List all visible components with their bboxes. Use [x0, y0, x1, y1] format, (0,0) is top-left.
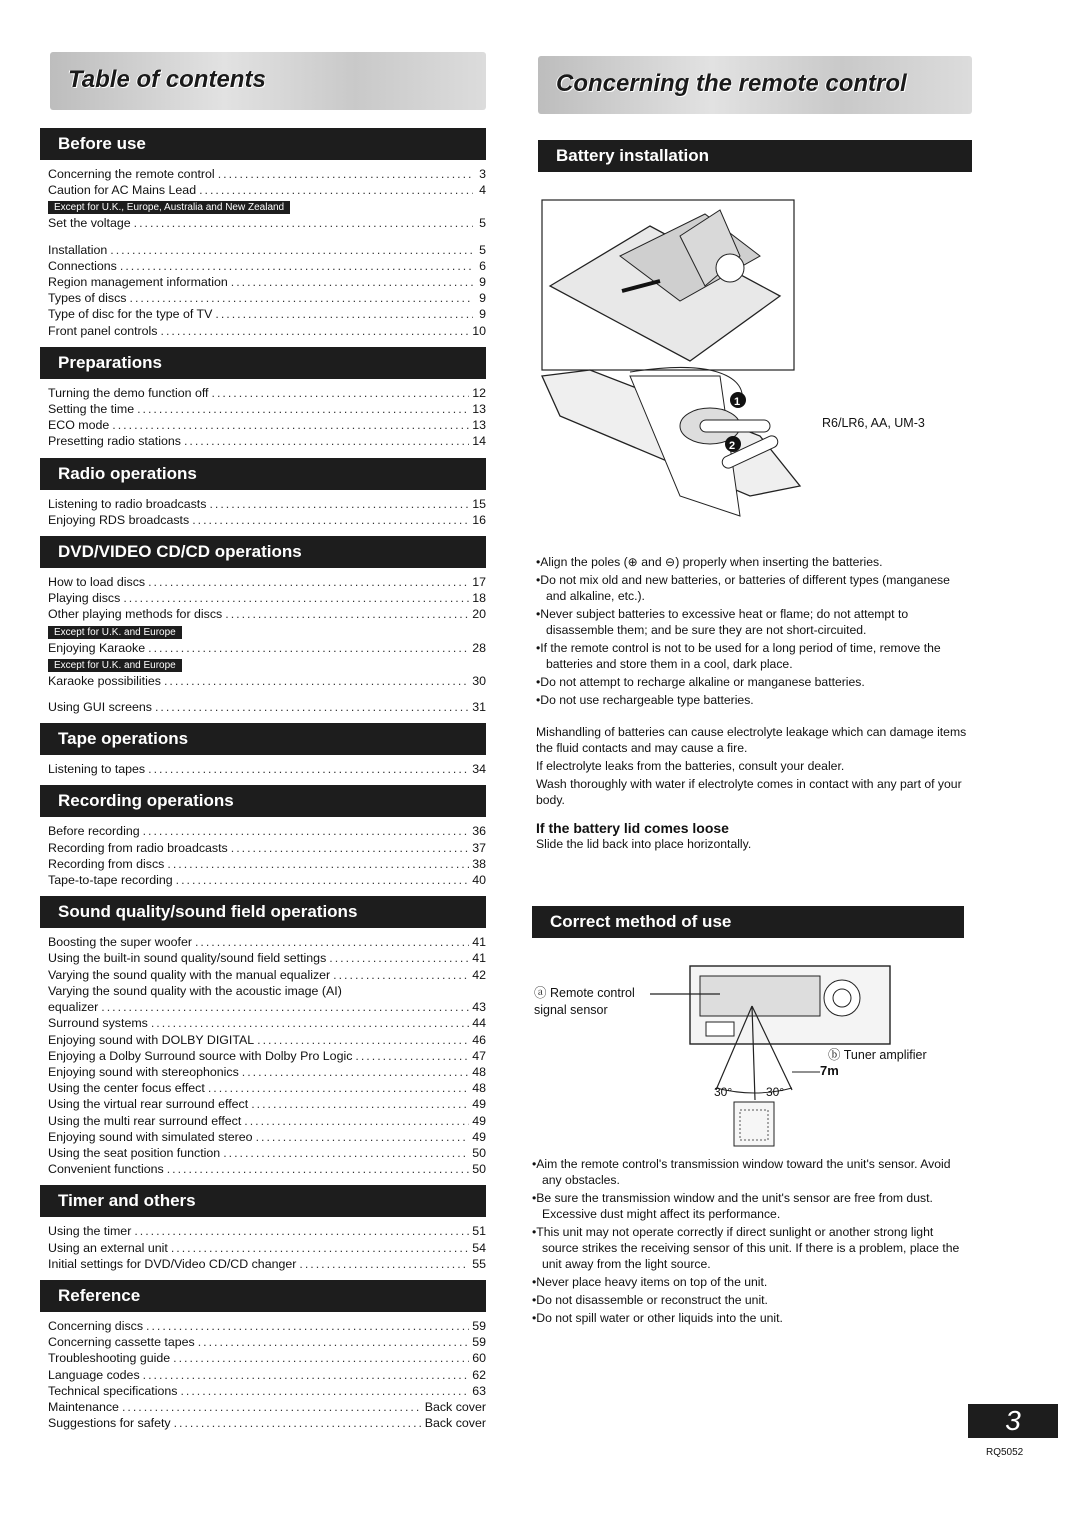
toc-entry-label: Presetting radio stations [48, 434, 181, 449]
toc-entry-label: Installation [48, 242, 108, 257]
toc-leader-dots [148, 574, 469, 590]
angle-right-label: 30° [766, 1085, 785, 1099]
battery-lid-heading: If the battery lid comes loose [536, 820, 729, 836]
toc-entry-label: Karaoke possibilities [48, 673, 161, 688]
toc-entry-label: Listening to tapes [48, 762, 146, 777]
toc-entry-page: 50 [472, 1145, 486, 1160]
toc-entry [48, 1256, 486, 1272]
toc-section-list [40, 1318, 486, 1431]
battery-bullet: •Do not mix old and new batteries, or batteries of different types (manganese and alkaline, etc.). [536, 573, 950, 603]
toc-leader-dots [184, 433, 469, 449]
toc-leader-dots [161, 323, 470, 339]
battery-type-label: R6/LR6, AA, UM-3 [822, 416, 925, 430]
toc-section-header: Sound quality/sound field operations [40, 896, 486, 928]
toc-entry [48, 840, 486, 856]
page-number: 3 [968, 1404, 1058, 1438]
toc-entry [48, 323, 486, 339]
toc-entry-label: Boosting the super woofer [48, 935, 192, 950]
toc-section-list [40, 574, 486, 715]
toc-leader-dots [231, 274, 473, 290]
toc-entry [48, 1015, 486, 1031]
toc-entry-label: Maintenance [48, 1399, 119, 1414]
toc-entry-page: 46 [472, 1032, 486, 1047]
toc-entry [48, 1129, 486, 1145]
toc-entry-label: Caution for AC Mains Lead [48, 183, 197, 198]
use-bullet: •Be sure the transmission window and the unit's sensor are free from dust. Excessive dust might affect its performance. [532, 1191, 933, 1221]
toc-entry [48, 417, 486, 433]
toc-entry-label: Concerning the remote control [48, 167, 215, 181]
toc-entry-label: Language codes [48, 1367, 140, 1382]
toc-entry [48, 182, 486, 198]
toc-entry [48, 950, 486, 966]
toc-entry-page: 48 [472, 1064, 486, 1079]
toc-entry-label: Using the seat position function [48, 1145, 221, 1160]
toc-entry-label: Turning the demo function off [48, 385, 209, 400]
toc-entry-label: Listening to radio broadcasts [48, 496, 207, 511]
toc-section-header: Before use [40, 128, 486, 160]
toc-leader-dots [167, 1161, 469, 1177]
toc-leader-dots [134, 1223, 469, 1239]
toc-entry [48, 1113, 486, 1129]
toc-entry-page: 5 [479, 216, 486, 231]
toc-leader-dots [223, 1145, 469, 1161]
toc-leader-dots [218, 166, 473, 182]
toc-entry [48, 1064, 486, 1080]
toc-entry [48, 290, 486, 306]
toc-leader-dots [167, 856, 469, 872]
toc-leader-dots [208, 1080, 469, 1096]
toc-entry-page: 54 [472, 1240, 486, 1255]
toc-banner-title: Table of contents [68, 66, 266, 93]
remote-banner-title: Concerning the remote control [556, 70, 907, 97]
toc-entry-label: Types of discs [48, 291, 127, 306]
toc-entry [48, 1240, 486, 1256]
toc-entry-label: Recording from radio broadcasts [48, 840, 228, 855]
toc-entry [48, 1096, 486, 1112]
toc-leader-dots [101, 999, 469, 1015]
toc-section-header: Tape operations [40, 723, 486, 755]
toc-entry-label: Using the multi rear surround effect [48, 1113, 242, 1128]
toc-entry [48, 872, 486, 888]
toc-leader-dots [143, 1367, 470, 1383]
toc-entry [48, 590, 486, 606]
toc-section-list [40, 761, 486, 777]
toc-entry-page: 34 [472, 762, 486, 777]
toc-banner [50, 52, 486, 110]
toc-entry-label: Region management information [48, 275, 228, 290]
toc-entry [48, 967, 486, 983]
battery-warning-text: Mishandling of batteries can cause electrolyte leakage which can damage items the fluid contacts and may cause a fire. [536, 725, 967, 755]
use-bullet: •This unit may not operate correctly if direct sunlight or another strong light source strikes the receiving sensor of this unit. If there is a problem, place the unit away from the light source. [532, 1225, 960, 1271]
toc-entry-label: Enjoying RDS broadcasts [48, 512, 190, 527]
toc-entry-page: 28 [472, 640, 486, 655]
battery-bullet: •If the remote control is not to be used for a long period of time, remove the batteries and store them in a cool, dark place. [536, 641, 941, 671]
toc-entry-label: Suggestions for safety [48, 1416, 171, 1431]
toc-leader-dots [231, 840, 469, 856]
toc-entry [48, 640, 486, 656]
toc-section-list [40, 1223, 486, 1272]
toc-entry [48, 1161, 486, 1177]
toc-leader-dots [171, 1240, 469, 1256]
toc-leader-dots [174, 1415, 422, 1431]
toc-entry-page: 37 [472, 840, 486, 855]
toc-leader-dots [192, 512, 469, 528]
toc-leader-dots [148, 640, 469, 656]
toc-leader-dots [110, 242, 473, 258]
toc-entry-label: Concerning discs [48, 1318, 144, 1333]
toc-entry [48, 215, 486, 231]
toc-section-header: Timer and others [40, 1185, 486, 1217]
battery-bullet: •Align the poles (⊕ and ⊖) properly when inserting the batteries. [536, 555, 883, 569]
toc-entry-label: Varying the sound quality with the manual equalizer [48, 967, 331, 982]
toc-leader-dots [143, 823, 470, 839]
toc-entry-page: 20 [472, 607, 486, 622]
toc-section-header: Radio operations [40, 458, 486, 490]
toc-entry [48, 1048, 486, 1064]
toc-entry-page: 47 [472, 1048, 486, 1063]
toc-entry-page: 60 [472, 1351, 486, 1366]
toc-entry [48, 496, 486, 512]
toc-entry-label: Using the virtual rear surround effect [48, 1097, 249, 1112]
toc-entry-label: Tape-to-tape recording [48, 873, 173, 888]
toc-leader-dots [251, 1096, 469, 1112]
toc-leader-dots [122, 1399, 422, 1415]
toc-leader-dots [256, 1129, 470, 1145]
region-tag: Except for U.K. and Europe [48, 659, 182, 672]
battery-lid-text: Slide the lid back into place horizontally. [536, 837, 752, 851]
toc-leader-dots [148, 761, 469, 777]
toc-leader-dots [146, 1318, 469, 1334]
toc-entry-page: 42 [472, 967, 486, 982]
toc-entry-page: 50 [472, 1162, 486, 1177]
toc-entry-page: 49 [472, 1097, 486, 1112]
toc-leader-dots [195, 934, 469, 950]
toc-entry-page: 30 [472, 673, 486, 688]
toc-leader-dots [155, 699, 469, 715]
toc-entry-page: 49 [472, 1129, 486, 1144]
toc-leader-dots [257, 1032, 469, 1048]
use-bullet: •Do not disassemble or reconstruct the unit. [532, 1293, 768, 1307]
toc-entry-page: 12 [472, 385, 486, 400]
toc-leader-dots [123, 590, 469, 606]
toc-section-header: Recording operations [40, 785, 486, 817]
toc-entry-page: 41 [472, 935, 486, 950]
toc-leader-dots [199, 182, 473, 198]
toc-entry [48, 574, 486, 590]
toc-entry-page: 44 [472, 1016, 486, 1031]
toc-entry-page: 55 [472, 1256, 486, 1271]
toc-entry-page: 13 [472, 418, 486, 433]
use-bullet: •Aim the remote control's transmission window toward the unit's sensor. Avoid any obstacles. [532, 1157, 951, 1187]
toc-entry [48, 1334, 486, 1350]
toc-entry-page: 59 [472, 1318, 486, 1333]
battery-bullet: •Do not attempt to recharge alkaline or manganese batteries. [536, 675, 865, 689]
toc-entry-label: Other playing methods for discs [48, 607, 223, 622]
toc-entry-label: Setting the time [48, 402, 135, 417]
toc-entry-page: 17 [472, 575, 486, 590]
toc-entry [48, 1350, 486, 1366]
battery-bullet: •Never subject batteries to excessive heat or flame; do not attempt to disassemble them; and be sure they are not short-circuited. [536, 607, 909, 637]
toc-entry-page: 15 [472, 496, 486, 511]
toc-entry-label: Playing discs [48, 591, 121, 606]
toc-entry-page: 5 [479, 242, 486, 257]
toc-gap [48, 232, 486, 242]
remote-banner [538, 56, 972, 114]
toc-entry [48, 274, 486, 290]
toc-leader-dots [215, 306, 473, 322]
toc-entry-label: Initial settings for DVD/Video CD/CD changer [48, 1256, 297, 1271]
toc-leader-dots [173, 1350, 469, 1366]
toc-section-list [40, 934, 486, 1177]
toc-entry-label: Troubleshooting guide [48, 1351, 171, 1366]
toc-entry-label: Enjoying sound with stereophonics [48, 1064, 239, 1079]
toc-leader-dots [112, 417, 469, 433]
toc-leader-dots [329, 950, 469, 966]
toc-entry-label: Connections [48, 258, 117, 273]
toc-entry-label: Using an external unit [48, 1240, 168, 1255]
toc-entry-page: 3 [479, 167, 486, 181]
toc-entry-page: 9 [479, 291, 486, 306]
toc-leader-dots [225, 606, 469, 622]
toc-entry-label: Using the built-in sound quality/sound field settings [48, 951, 327, 966]
battery-illustration [530, 196, 830, 530]
toc-section-list [40, 166, 486, 339]
toc-entry-page: 6 [479, 258, 486, 273]
distance-label: 7m [820, 1063, 839, 1078]
toc-entry-label: Using the timer [48, 1224, 132, 1239]
toc-entry-label: Front panel controls [48, 323, 158, 338]
toc-entry [48, 761, 486, 777]
toc-leader-dots [164, 673, 469, 689]
toc-entry-page: 31 [472, 700, 486, 715]
toc-entry-label: Set the voltage [48, 216, 131, 231]
toc-entry-label: Using GUI screens [48, 700, 152, 715]
battery-bullet: •Do not use rechargeable type batteries. [536, 693, 754, 707]
toc-leader-dots [355, 1048, 469, 1064]
toc-entry [48, 1080, 486, 1096]
correct-use-notes [532, 1156, 968, 1328]
toc-entry-page: 38 [472, 856, 486, 871]
toc-entry [48, 673, 486, 689]
table-of-contents [40, 128, 486, 1431]
battery-notes [536, 554, 970, 852]
toc-entry [48, 856, 486, 872]
use-bullet: •Never place heavy items on top of the unit. [532, 1275, 768, 1289]
tuner-amplifier-label: ⓑ Tuner amplifier [828, 1048, 927, 1062]
toc-entry-label: How to load discs [48, 575, 146, 590]
toc-entry-page: 14 [472, 434, 486, 449]
toc-entry [48, 1415, 486, 1431]
toc-entry-label: Type of disc for the type of TV [48, 307, 213, 322]
toc-leader-dots [180, 1383, 469, 1399]
battery-warning-text: If electrolyte leaks from the batteries, consult your dealer. [536, 759, 845, 773]
toc-entry [48, 606, 486, 622]
toc-leader-dots [198, 1334, 469, 1350]
toc-entry [48, 823, 486, 839]
toc-leader-dots [151, 1015, 469, 1031]
toc-entry-label: Enjoying sound with simulated stereo [48, 1129, 253, 1144]
toc-entry-page: 36 [472, 824, 486, 839]
toc-entry-page: 41 [472, 951, 486, 966]
toc-entry-label: Varying the sound quality with the acoustic image (AI) [48, 983, 342, 998]
toc-entry-label: Enjoying sound with DOLBY DIGITAL [48, 1032, 255, 1047]
toc-entry-page: 62 [472, 1367, 486, 1382]
toc-entry-page: 13 [472, 402, 486, 417]
toc-entry [48, 306, 486, 322]
toc-entry-page: 63 [472, 1383, 486, 1398]
toc-entry-label: Enjoying Karaoke [48, 640, 146, 655]
toc-leader-dots [209, 496, 469, 512]
toc-entry-label: equalizer [48, 1000, 99, 1015]
toc-section-header: Reference [40, 1280, 486, 1312]
battery-warning-text: Wash thoroughly with water if electrolyte comes in contact with any part of your body. [536, 777, 962, 807]
toc-entry [48, 1032, 486, 1048]
toc-leader-dots [212, 385, 470, 401]
toc-entry [48, 999, 486, 1015]
toc-entry-page: 40 [472, 873, 486, 888]
toc-leader-dots [137, 401, 469, 417]
toc-entry-page: Back cover [424, 1416, 486, 1431]
toc-entry [48, 1145, 486, 1161]
toc-entry [48, 512, 486, 528]
toc-entry [48, 1367, 486, 1383]
toc-entry-page: 18 [472, 591, 486, 606]
toc-entry-page: 43 [472, 1000, 486, 1015]
toc-entry-page: 48 [472, 1081, 486, 1096]
toc-entry-label: Technical specifications [48, 1383, 178, 1398]
toc-entry-label: Surround systems [48, 1016, 148, 1031]
toc-entry-page: 9 [479, 275, 486, 290]
toc-entry [48, 385, 486, 401]
toc-entry-page: Back cover [424, 1399, 486, 1414]
toc-entry [48, 433, 486, 449]
toc-leader-dots [120, 258, 473, 274]
toc-entry-page: 16 [472, 512, 486, 527]
callout-1: 1 [734, 396, 741, 408]
region-tag: Except for U.K., Europe, Australia and New Zealand [48, 201, 290, 214]
toc-entry [48, 1223, 486, 1239]
toc-section-list [40, 496, 486, 528]
toc-entry [48, 699, 486, 715]
toc-leader-dots [244, 1113, 469, 1129]
toc-section-header: DVD/VIDEO CD/CD operations [40, 536, 486, 568]
doc-code: RQ5052 [986, 1447, 1024, 1458]
toc-entry [48, 166, 486, 182]
callout-2: 2 [729, 440, 736, 452]
toc-leader-dots [333, 967, 469, 983]
toc-entry [48, 1318, 486, 1334]
toc-entry-label: Before recording [48, 824, 140, 839]
toc-entry [48, 401, 486, 417]
toc-entry [48, 1399, 486, 1415]
toc-entry-label: Concerning cassette tapes [48, 1335, 195, 1350]
toc-entry-page: 51 [472, 1224, 486, 1239]
toc-entry-label: Using the center focus effect [48, 1081, 205, 1096]
toc-entry-page: 10 [472, 323, 486, 338]
toc-entry-label: Recording from discs [48, 856, 165, 871]
toc-entry [48, 983, 486, 999]
toc-entry [48, 242, 486, 258]
toc-entry [48, 934, 486, 950]
toc-leader-dots [176, 872, 470, 888]
toc-entry-page: 4 [479, 183, 486, 198]
toc-entry-label: Enjoying a Dolby Surround source with Dolby Pro Logic [48, 1048, 353, 1063]
toc-entry [48, 258, 486, 274]
correct-method-bar: Correct method of use [532, 906, 964, 938]
toc-entry-label: Convenient functions [48, 1162, 164, 1177]
region-tag: Except for U.K. and Europe [48, 626, 182, 639]
toc-leader-dots [134, 215, 473, 231]
use-bullet: •Do not spill water or other liquids into the unit. [532, 1311, 783, 1325]
toc-leader-dots [242, 1064, 469, 1080]
toc-section-header: Preparations [40, 347, 486, 379]
angle-left-label: 30° [714, 1085, 733, 1099]
remote-sensor-label: ⓐ Remote control signal sensor [534, 986, 635, 1017]
toc-entry-page: 49 [472, 1113, 486, 1128]
battery-installation-bar: Battery installation [538, 140, 972, 172]
toc-leader-dots [130, 290, 473, 306]
toc-entry-label: ECO mode [48, 418, 110, 433]
toc-entry [48, 1383, 486, 1399]
toc-section-list [40, 385, 486, 450]
toc-section-list [40, 823, 486, 888]
toc-gap [48, 689, 486, 699]
toc-leader-dots [299, 1256, 469, 1272]
toc-entry-page: 9 [479, 307, 486, 322]
toc-entry-page: 59 [472, 1335, 486, 1350]
